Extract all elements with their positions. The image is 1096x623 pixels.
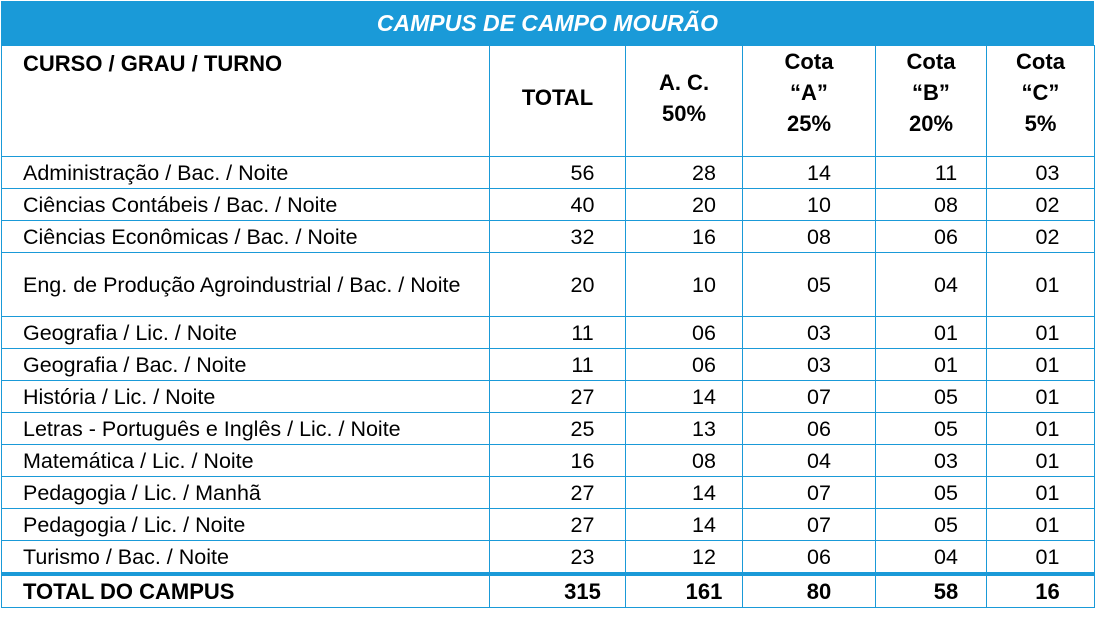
- cell-cota-a: 06: [743, 413, 876, 445]
- header-ac-line: A. C.: [658, 70, 710, 95]
- course-name: Administração / Bac. / Noite: [2, 157, 490, 189]
- total-cota-c: 16: [987, 574, 1095, 608]
- cell-cota-c: 01: [987, 413, 1095, 445]
- table-row: [2, 541, 1095, 575]
- cell-cota-a: 07: [743, 477, 876, 509]
- header-ac: [626, 46, 743, 157]
- campus-title: CAMPUS DE CAMPO MOURÃO: [1, 1, 1094, 45]
- course-name: Ciências Contábeis / Bac. / Noite: [2, 189, 490, 221]
- cell-cota-b: 01: [876, 317, 987, 349]
- total-cota-a: 80: [743, 574, 876, 608]
- cell-cota-c: 01: [987, 349, 1095, 381]
- header-total: TOTAL: [490, 46, 626, 157]
- course-name: Geografia / Bac. / Noite: [2, 349, 490, 381]
- cell-cota-a: 07: [743, 509, 876, 541]
- cell-cota-a: 07: [743, 381, 876, 413]
- course-name: Eng. de Produção Agroindustrial / Bac. / Noite: [2, 253, 490, 317]
- header-cota-a-line: “A”: [790, 80, 828, 105]
- header-ac-line: 50%: [661, 101, 707, 126]
- total-ac: 161: [626, 574, 743, 608]
- cell-ac: 16: [626, 221, 743, 253]
- cell-total: 11: [490, 317, 626, 349]
- course-name: Letras - Português e Inglês / Lic. / Noite: [2, 413, 490, 445]
- cell-cota-c: 01: [987, 477, 1095, 509]
- cell-ac: 20: [626, 189, 743, 221]
- header-cota-a-line: 25%: [786, 111, 832, 136]
- cell-cota-b: 06: [876, 221, 987, 253]
- table-row: [2, 381, 1095, 413]
- cell-cota-a: 05: [743, 253, 876, 317]
- table-row: [2, 445, 1095, 477]
- vacancy-table: [1, 45, 1095, 608]
- table-row: [2, 317, 1095, 349]
- cell-cota-b: 04: [876, 253, 987, 317]
- cell-cota-c: 01: [987, 381, 1095, 413]
- header-cota-a-line: Cota: [784, 49, 834, 74]
- course-name: Geografia / Lic. / Noite: [2, 317, 490, 349]
- table-row: [2, 509, 1095, 541]
- cell-total: 56: [490, 157, 626, 189]
- cell-cota-c: 02: [987, 189, 1095, 221]
- cell-cota-b: 05: [876, 381, 987, 413]
- course-name: Ciências Econômicas / Bac. / Noite: [2, 221, 490, 253]
- cell-total: 23: [490, 541, 626, 575]
- cell-ac: 12: [626, 541, 743, 575]
- header-cota-b: [876, 46, 987, 157]
- cell-total: 20: [490, 253, 626, 317]
- header-cota-c: [987, 46, 1095, 157]
- header-cota-c-line: 5%: [1024, 111, 1057, 136]
- course-name: História / Lic. / Noite: [2, 381, 490, 413]
- cell-cota-a: 03: [743, 317, 876, 349]
- cell-ac: 14: [626, 477, 743, 509]
- course-name: Pedagogia / Lic. / Noite: [2, 509, 490, 541]
- vacancy-table-document: [1, 1, 1094, 608]
- total-label: TOTAL DO CAMPUS: [2, 574, 490, 608]
- header-cota-b-line: 20%: [908, 111, 954, 136]
- cell-cota-a: 14: [743, 157, 876, 189]
- cell-ac: 08: [626, 445, 743, 477]
- course-name: Pedagogia / Lic. / Manhã: [2, 477, 490, 509]
- cell-cota-a: 08: [743, 221, 876, 253]
- cell-ac: 06: [626, 317, 743, 349]
- cell-total: 40: [490, 189, 626, 221]
- header-cota-b-line: “B”: [912, 80, 950, 105]
- table-row: [2, 413, 1095, 445]
- cell-ac: 06: [626, 349, 743, 381]
- cell-cota-b: 11: [876, 157, 987, 189]
- cell-cota-b: 05: [876, 477, 987, 509]
- table-row: [2, 477, 1095, 509]
- cell-cota-c: 01: [987, 541, 1095, 575]
- header-row: [2, 46, 1095, 157]
- course-name: Turismo / Bac. / Noite: [2, 541, 490, 575]
- cell-cota-a: 10: [743, 189, 876, 221]
- cell-total: 11: [490, 349, 626, 381]
- course-name: Matemática / Lic. / Noite: [2, 445, 490, 477]
- total-cota-b: 58: [876, 574, 987, 608]
- cell-cota-c: 01: [987, 445, 1095, 477]
- cell-ac: 13: [626, 413, 743, 445]
- cell-total: 25: [490, 413, 626, 445]
- total-total: 315: [490, 574, 626, 608]
- header-cota-a: [743, 46, 876, 157]
- table-row: [2, 253, 1095, 317]
- table-row: [2, 221, 1095, 253]
- cell-cota-a: 06: [743, 541, 876, 575]
- cell-cota-b: 05: [876, 413, 987, 445]
- cell-cota-b: 03: [876, 445, 987, 477]
- cell-cota-c: 01: [987, 509, 1095, 541]
- cell-total: 27: [490, 477, 626, 509]
- total-row: [2, 574, 1095, 608]
- cell-cota-c: 02: [987, 221, 1095, 253]
- header-cota-c-line: Cota: [1016, 49, 1065, 74]
- cell-total: 32: [490, 221, 626, 253]
- cell-cota-c: 01: [987, 317, 1095, 349]
- table-row: [2, 349, 1095, 381]
- header-curso: CURSO / GRAU / TURNO: [2, 46, 490, 157]
- cell-cota-a: 04: [743, 445, 876, 477]
- cell-cota-c: 01: [987, 253, 1095, 317]
- cell-total: 27: [490, 509, 626, 541]
- table-row: [2, 157, 1095, 189]
- cell-cota-a: 03: [743, 349, 876, 381]
- cell-ac: 10: [626, 253, 743, 317]
- table-row: [2, 189, 1095, 221]
- cell-cota-b: 04: [876, 541, 987, 575]
- cell-total: 16: [490, 445, 626, 477]
- cell-cota-b: 05: [876, 509, 987, 541]
- cell-ac: 28: [626, 157, 743, 189]
- header-cota-b-line: Cota: [906, 49, 956, 74]
- cell-total: 27: [490, 381, 626, 413]
- cell-ac: 14: [626, 509, 743, 541]
- cell-cota-c: 03: [987, 157, 1095, 189]
- cell-cota-b: 08: [876, 189, 987, 221]
- cell-cota-b: 01: [876, 349, 987, 381]
- cell-ac: 14: [626, 381, 743, 413]
- header-cota-c-line: “C”: [1021, 80, 1060, 105]
